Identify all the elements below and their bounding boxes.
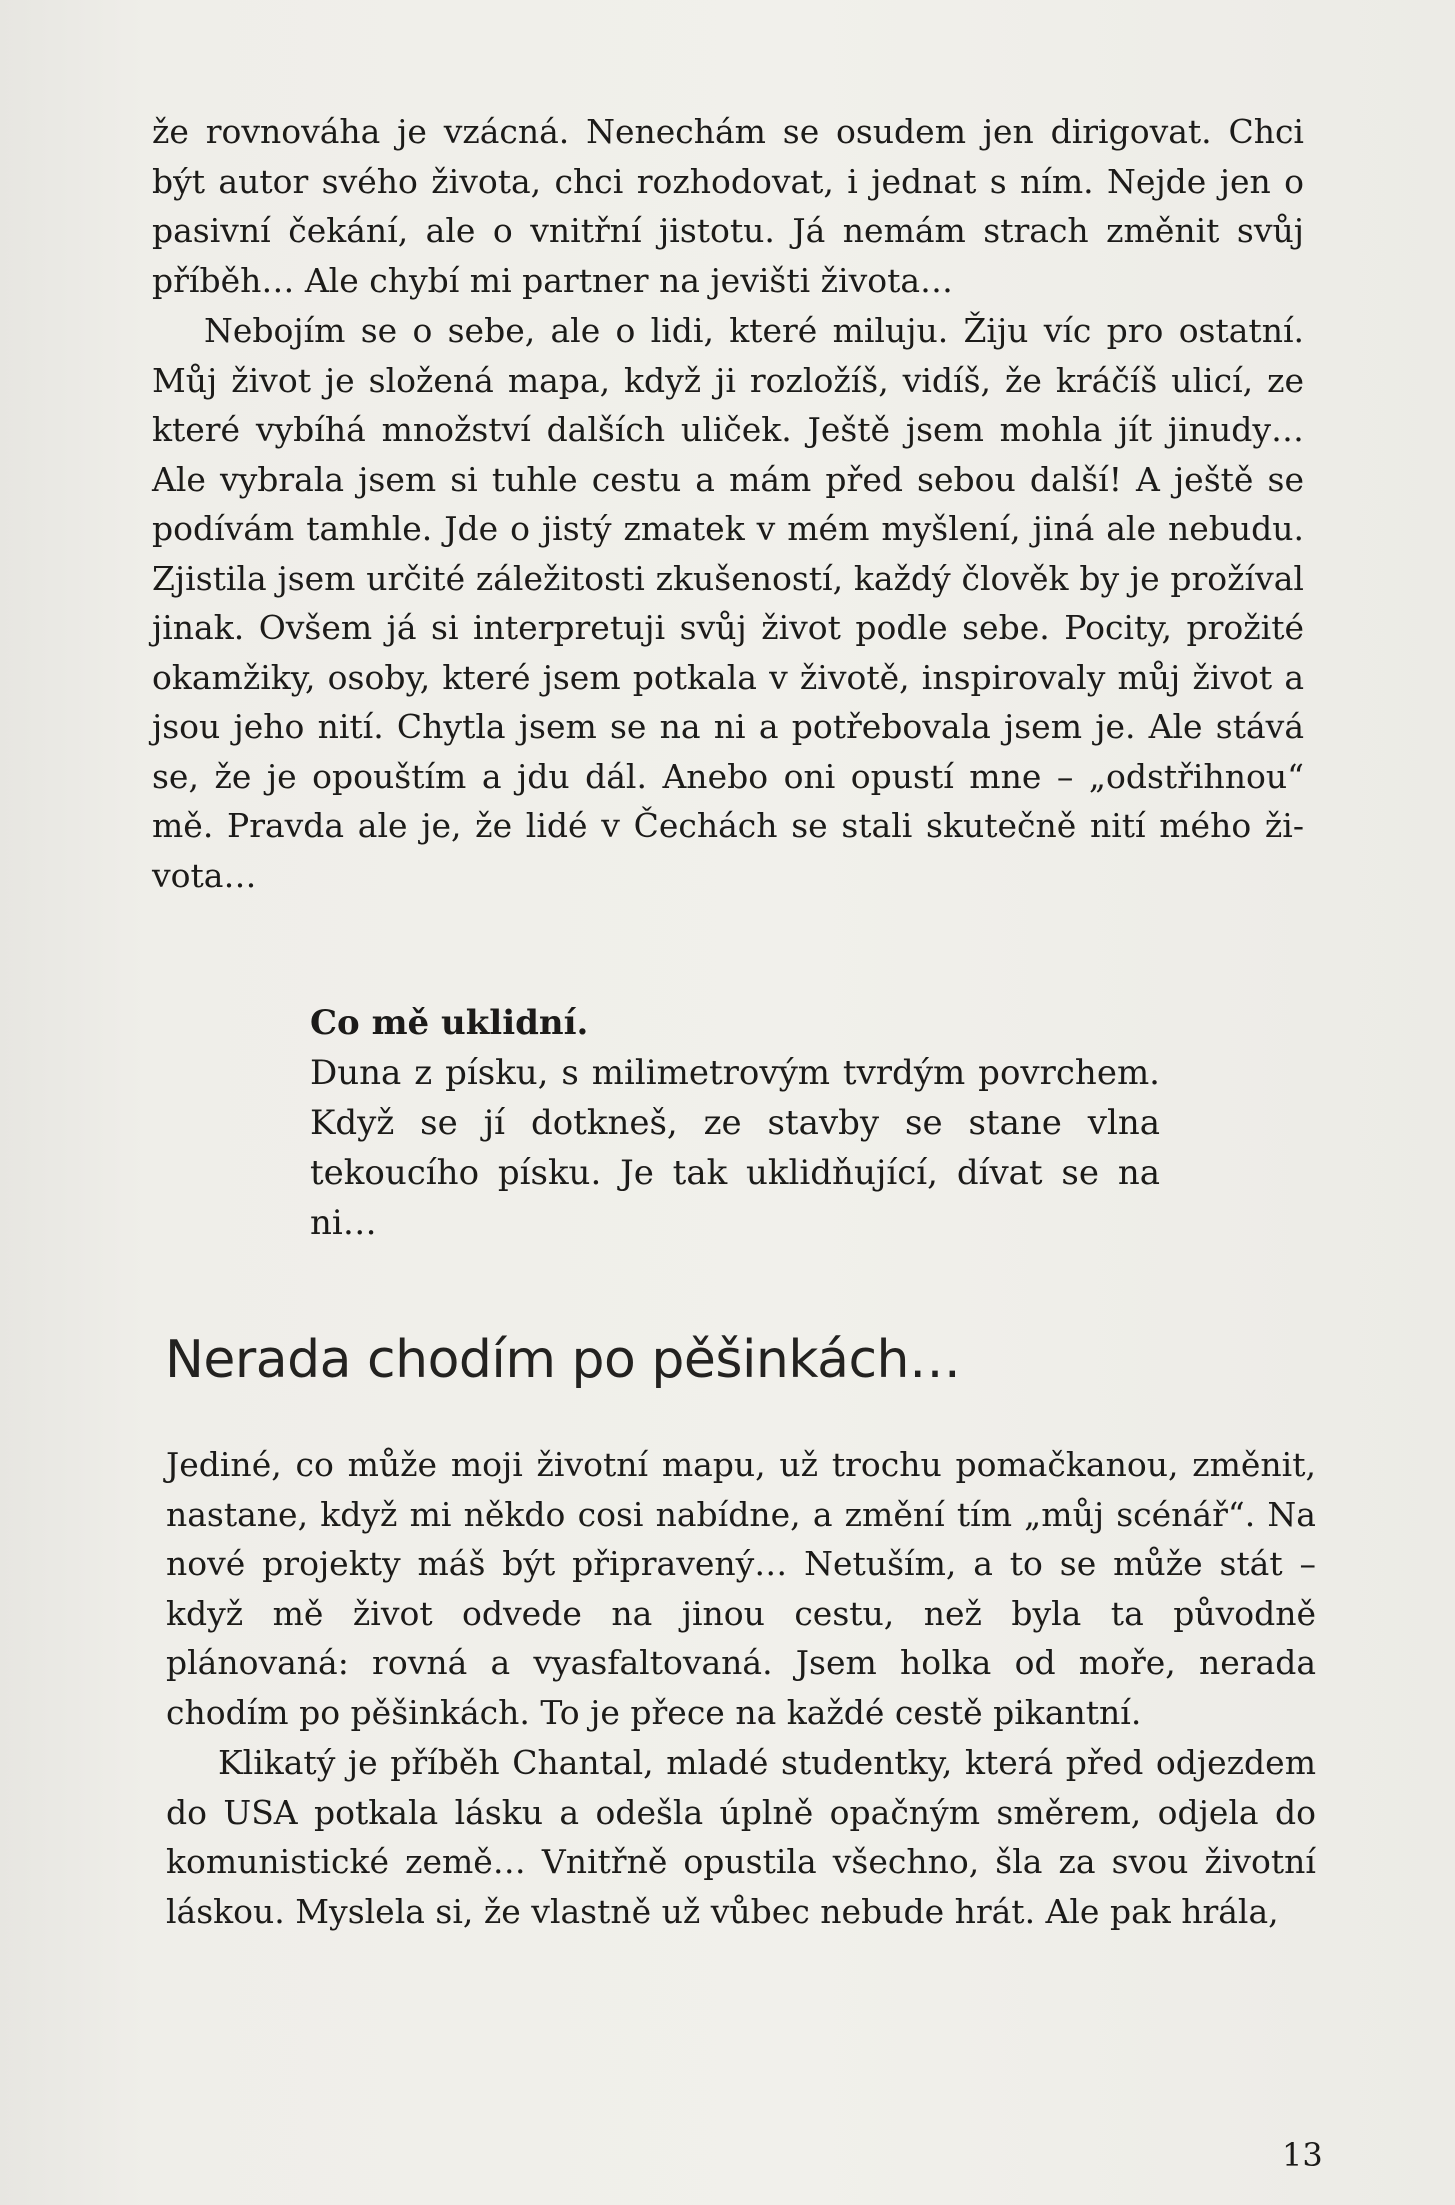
body-paragraph-2: Nebojím se o sebe, ale o lidi, které miluju. Žiju víc pro ostatní. Můj život je složená mapa, když ji rozložíš, vidíš, že kráčíš ulicí, ze které vybíhá množství dalších uliček. Ještě jsem mohla jít jinudy… Ale vybrala jsem si tuhle cestu a mám před sebou další! A ještě se podívám tamhle. Jde o jistý zmatek v mém myšlení, jiná ale nebudu. Zjistila jsem určité záležitosti zkušeností, každý člověk by je prožíval jinak. Ovšem já si interpretuji svůj život podle sebe. Pocity, prožité okamžiky, osoby, které jsem potkala v životě, inspirovaly můj život a jsou jeho nití. Chytla jsem se na ni a potřebovala jsem je. Ale stává se, že je opouštím a jdu dál. Anebo oni opustí mne – „odstřihnou“ mě. Pravda ale je, že lidé v Čechách se stali skutečně nití mého života… (152, 311, 1304, 895)
section-paragraph-1: Jediné, co může moji životní mapu, už trochu pomačkanou, změnit, nastane, když mi někdo cosi nabídne, a změní tím „můj scénář“. Na nové projekty máš být připravený… Netuším, a to se může stát – když mě život odvede na jinou cestu, než byla ta původně plánovaná: rovná a vyasfaltovaná. Jsem holka od moře, nerada chodím po pěšinkách. To je přece na každé cestě pikantní. (166, 1445, 1316, 1732)
page-number: 13 (1282, 2136, 1323, 2174)
section-heading: Nerada chodím po pěšinkách… (165, 1330, 961, 1390)
section-paragraph-2: Klikatý je příběh Chantal, mladé studentky, která před odjezdem do USA potkala lásku a odešla úplně opačným směrem, odjela do komunistické země… Vnitřně opustila všechno, šla za svou životní láskou. Myslela si, že vlastně už vůbec nebude hrát. Ale pak hrála, (166, 1743, 1316, 1931)
quote-block (310, 998, 1160, 1248)
quote-title: Co mě uklidní. (310, 1003, 589, 1043)
body-paragraph-1: že rovnováha je vzácná. Nenechám se osudem jen dirigovat. Chci být autor svého života, chci rozhodovat, i jednat s ním. Nejde jen o pasivní čekání, ale o vnitřní jistotu. Já nemám strach změnit svůj příběh… Ale chybí mi partner na jevišti života… (152, 112, 1304, 300)
quote-text: Duna z písku, s milimetrovým tvrdým povrchem. Když se jí dotkneš, ze stavby se stane vlna tekoucího písku. Je tak uklidňující, dívat se na ni… (310, 1053, 1160, 1243)
